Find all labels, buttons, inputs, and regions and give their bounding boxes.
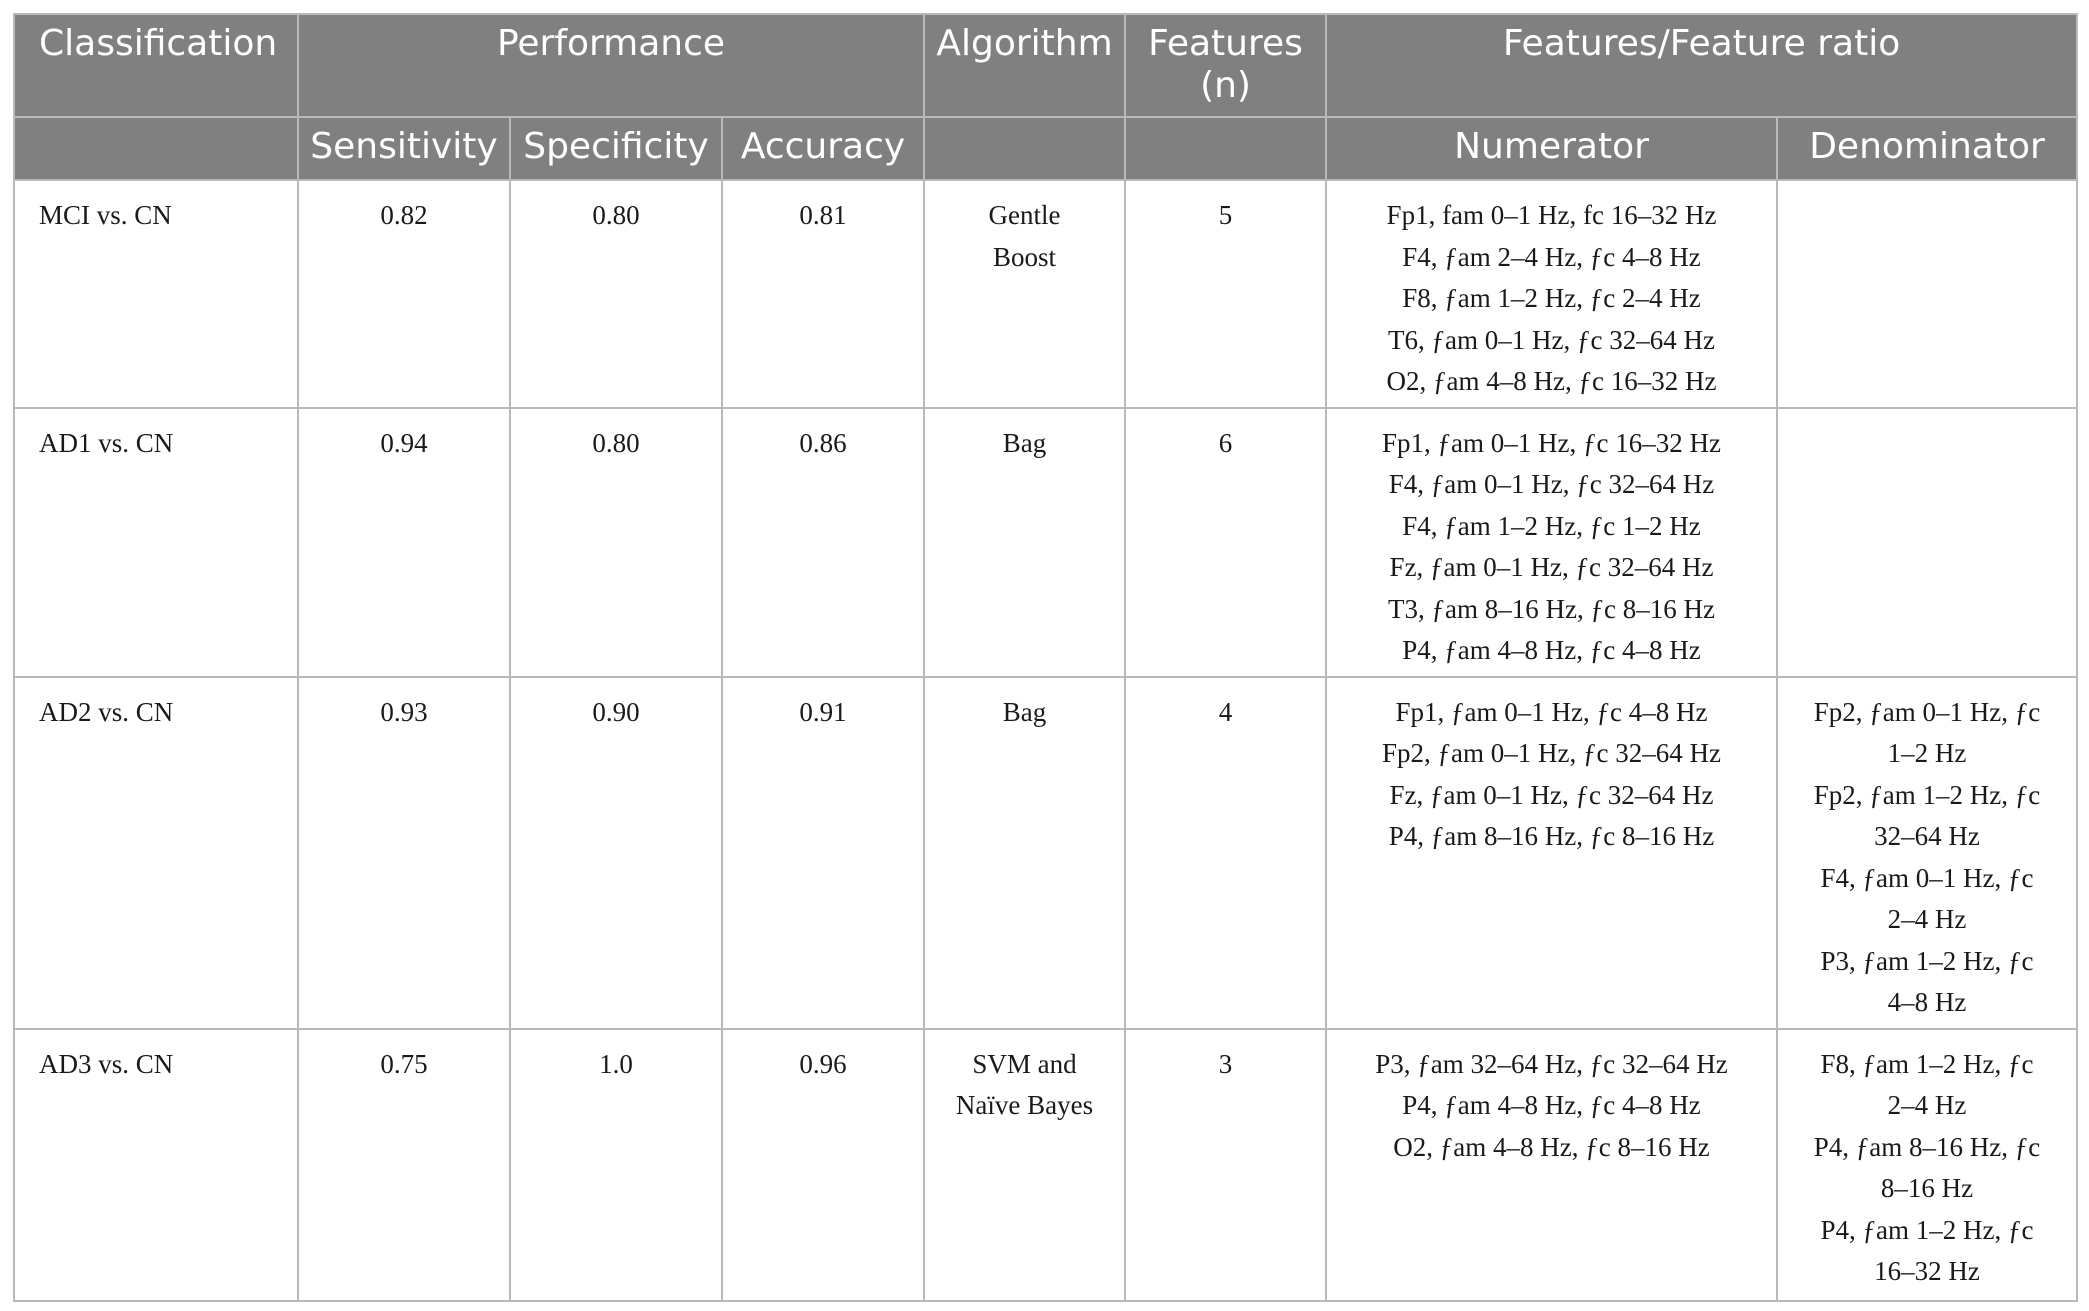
numerator-cell-line: F4, ƒam 0–1 Hz, ƒc 32–64 Hz xyxy=(1388,469,1715,499)
algorithm-cell-line: Gentle xyxy=(988,200,1061,230)
denominator-cell-line: 32–64 Hz xyxy=(1874,821,1980,851)
denominator-cell-line: Fp2, ƒam 1–2 Hz, ƒc xyxy=(1813,779,2041,810)
numerator-cell-line: O2, ƒam 4–8 Hz, ƒc 16–32 Hz xyxy=(1386,366,1717,396)
denominator-cell-line: P4, ƒam 8–16 Hz, ƒc xyxy=(1813,1131,2041,1162)
algorithm-cell xyxy=(924,180,1125,408)
header-empty xyxy=(14,117,298,180)
numerator-cell-line: Fz, ƒam 0–1 Hz, ƒc 32–64 Hz xyxy=(1389,779,1714,810)
denominator-cell-line: Fp2, ƒam 0–1 Hz, ƒc xyxy=(1813,696,2041,727)
table-row xyxy=(14,1029,2077,1301)
header-empty xyxy=(924,117,1125,180)
numerator-cell-line: Fp1, fam 0–1 Hz, fc 16–32 Hz xyxy=(1386,200,1717,230)
header-sensitivity: Sensitivity xyxy=(298,117,510,180)
numerator-cell-line: O2, ƒam 4–8 Hz, ƒc 8–16 Hz xyxy=(1393,1131,1710,1162)
denominator-cell-line: F8, ƒam 1–2 Hz, ƒc xyxy=(1820,1048,2034,1079)
table-row xyxy=(14,408,2077,677)
header-algorithm: Algorithm xyxy=(924,14,1125,117)
header-features-n: Features (n) xyxy=(1125,14,1326,117)
algorithm-cell-line: SVM and xyxy=(972,1048,1077,1079)
algorithm-cell-line: Bag xyxy=(1002,427,1047,458)
denominator-cell xyxy=(1777,677,2077,1029)
results-table xyxy=(13,13,2078,1302)
header-numerator: Numerator xyxy=(1326,117,1777,180)
accuracy-cell: 0.91 xyxy=(722,677,924,1029)
classification-cell: AD2 vs. CN xyxy=(14,677,298,1029)
accuracy-cell: 0.96 xyxy=(722,1029,924,1301)
numerator-cell-line: F4, ƒam 1–2 Hz, ƒc 1–2 Hz xyxy=(1402,510,1701,541)
denominator-cell-line: 2–4 Hz xyxy=(1887,904,1967,934)
numerator-cell xyxy=(1326,677,1777,1029)
sensitivity-cell: 0.75 xyxy=(298,1029,510,1301)
numerator-cell-line: F4, ƒam 2–4 Hz, ƒc 4–8 Hz xyxy=(1402,241,1701,272)
algorithm-cell xyxy=(924,1029,1125,1301)
numerator-cell xyxy=(1326,180,1777,408)
table-row xyxy=(14,677,2077,1029)
features-cell: 4 xyxy=(1125,677,1326,1029)
sensitivity-cell: 0.94 xyxy=(298,408,510,677)
numerator-cell xyxy=(1326,1029,1777,1301)
numerator-cell-line: P4, ƒam 4–8 Hz, ƒc 4–8 Hz xyxy=(1402,635,1701,665)
denominator-cell xyxy=(1777,1029,2077,1301)
features-cell: 3 xyxy=(1125,1029,1326,1301)
specificity-cell: 0.90 xyxy=(510,677,722,1029)
sensitivity-cell: 0.82 xyxy=(298,180,510,408)
algorithm-cell xyxy=(924,677,1125,1029)
numerator-cell-line: T6, ƒam 0–1 Hz, ƒc 32–64 Hz xyxy=(1388,324,1715,355)
numerator-cell-line: T3, ƒam 8–16 Hz, ƒc 8–16 Hz xyxy=(1388,593,1715,624)
algorithm-cell-line: Naïve Bayes xyxy=(955,1090,1094,1120)
header-feature-ratio: Features/Feature ratio xyxy=(1326,14,2077,117)
header-specificity: Specificity xyxy=(510,117,722,180)
denominator-cell-line: 16–32 Hz xyxy=(1874,1256,1980,1286)
header-empty xyxy=(1125,117,1326,180)
algorithm-cell xyxy=(924,408,1125,677)
denominator-cell-line: 2–4 Hz xyxy=(1887,1090,1967,1120)
numerator-cell-line: Fp1, ƒam 0–1 Hz, ƒc 16–32 Hz xyxy=(1382,427,1721,458)
classification-cell: AD3 vs. CN xyxy=(14,1029,298,1301)
numerator-cell-line: P4, ƒam 4–8 Hz, ƒc 4–8 Hz xyxy=(1402,1090,1701,1120)
features-cell: 6 xyxy=(1125,408,1326,677)
denominator-cell xyxy=(1777,408,2077,677)
numerator-cell-line: F8, ƒam 1–2 Hz, ƒc 2–4 Hz xyxy=(1402,283,1701,313)
classification-cell: MCI vs. CN xyxy=(14,180,298,408)
specificity-cell: 1.0 xyxy=(510,1029,722,1301)
algorithm-cell-line: Boost xyxy=(993,241,1057,272)
denominator-cell-line: 1–2 Hz xyxy=(1887,738,1967,768)
algorithm-cell-line: Bag xyxy=(1002,696,1047,727)
denominator-cell-line: P4, ƒam 1–2 Hz, ƒc xyxy=(1820,1214,2034,1245)
features-cell: 5 xyxy=(1125,180,1326,408)
denominator-cell-line: F4, ƒam 0–1 Hz, ƒc xyxy=(1820,862,2034,893)
table-body xyxy=(14,180,2077,1301)
specificity-cell: 0.80 xyxy=(510,180,722,408)
sensitivity-cell: 0.93 xyxy=(298,677,510,1029)
accuracy-cell: 0.81 xyxy=(722,180,924,408)
numerator-cell-line: Fp2, ƒam 0–1 Hz, ƒc 32–64 Hz xyxy=(1382,738,1721,768)
numerator-cell-line: P3, ƒam 32–64 Hz, ƒc 32–64 Hz xyxy=(1375,1048,1728,1079)
numerator-cell-line: Fz, ƒam 0–1 Hz, ƒc 32–64 Hz xyxy=(1389,552,1714,582)
classification-cell: AD1 vs. CN xyxy=(14,408,298,677)
denominator-cell-line: 8–16 Hz xyxy=(1880,1173,1974,1203)
denominator-cell-line: P3, ƒam 1–2 Hz, ƒc xyxy=(1820,945,2034,976)
header-classification: Classification xyxy=(14,14,298,117)
specificity-cell: 0.80 xyxy=(510,408,722,677)
accuracy-cell: 0.86 xyxy=(722,408,924,677)
header-performance: Performance xyxy=(298,14,924,117)
numerator-cell-line: P4, ƒam 8–16 Hz, ƒc 8–16 Hz xyxy=(1388,821,1715,851)
numerator-cell xyxy=(1326,408,1777,677)
header-accuracy: Accuracy xyxy=(722,117,924,180)
denominator-cell xyxy=(1777,180,2077,408)
header-denominator: Denominator xyxy=(1777,117,2077,180)
numerator-cell-line: Fp1, ƒam 0–1 Hz, ƒc 4–8 Hz xyxy=(1395,696,1708,727)
denominator-cell-line: 4–8 Hz xyxy=(1887,987,1967,1017)
table-row xyxy=(14,180,2077,408)
